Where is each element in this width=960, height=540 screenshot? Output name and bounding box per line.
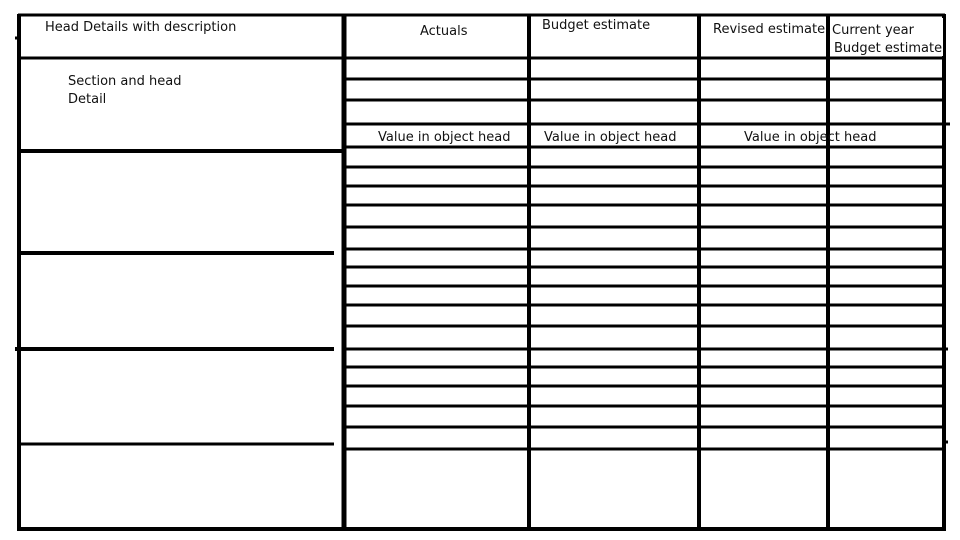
column-dividers <box>344 14 828 530</box>
object-head-labels <box>378 130 876 145</box>
outer-border <box>17 14 946 530</box>
object-head-label-revised: Value in object head <box>744 130 877 145</box>
header-actuals: Actuals <box>420 24 468 39</box>
section-label <box>68 74 181 107</box>
header-budget-estimate: Budget estimate <box>542 18 651 33</box>
left-column-rules <box>15 58 344 444</box>
section-label-line2: Detail <box>68 92 107 107</box>
object-head-label-actuals: Value in object head <box>378 130 511 145</box>
section-label-line1: Section and head <box>68 74 182 89</box>
grid-rules <box>344 58 950 449</box>
object-head-label-budget: Value in object head <box>544 130 677 145</box>
header-head-details: Head Details with description <box>45 20 237 35</box>
header-labels <box>45 17 943 56</box>
header-revised-estimate: Revised estimate <box>713 22 826 37</box>
header-current-year-budget: Budget estimate <box>834 41 943 56</box>
header-current-year: Current year <box>832 23 914 38</box>
